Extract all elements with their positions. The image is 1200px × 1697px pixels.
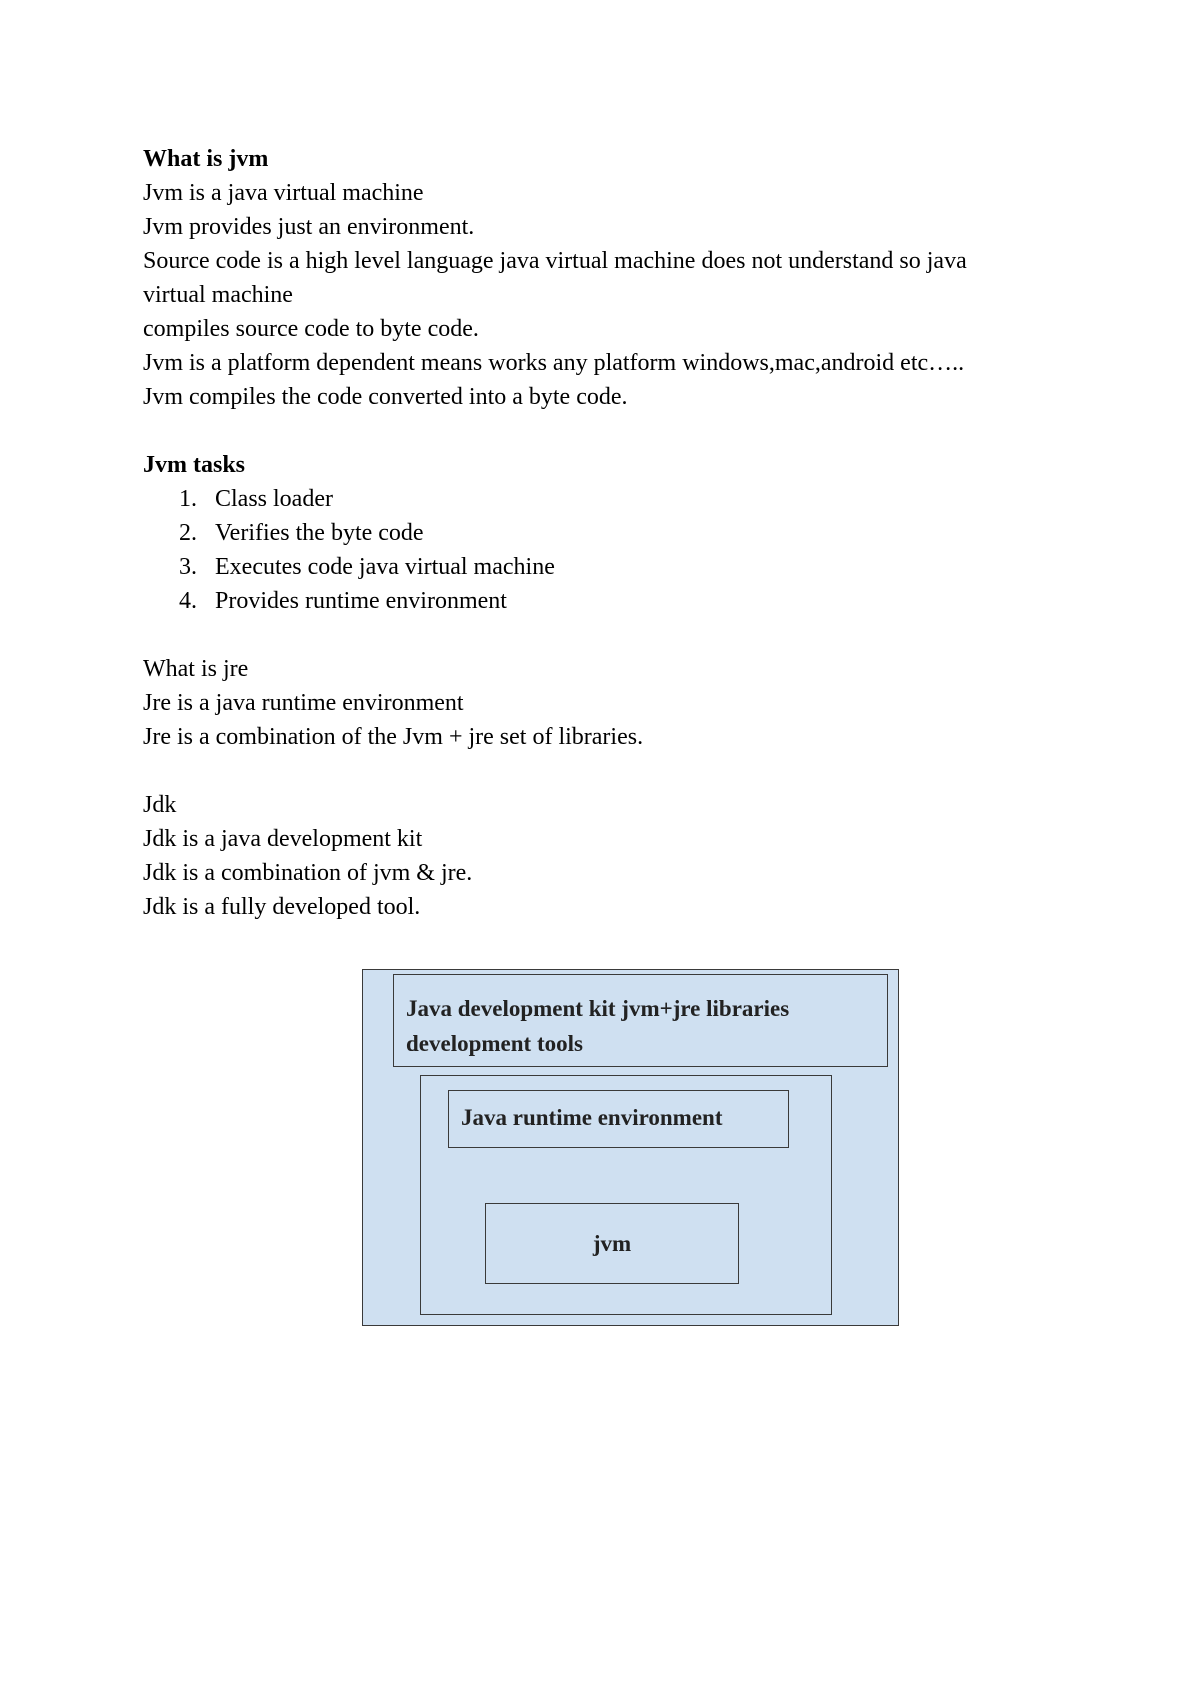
list-item (143, 482, 1063, 516)
jre-line: Jre is a java runtime environment (143, 690, 464, 716)
jre-heading: What is jre (143, 656, 249, 682)
spacer (143, 754, 1063, 788)
jvm-label: jvm (592, 1230, 632, 1256)
list-item (143, 550, 1063, 584)
jre-label-box (448, 1090, 789, 1148)
list-item-number: 1. (179, 486, 197, 512)
jdk-label-line: Java development kit jvm+jre libraries (406, 996, 790, 1021)
jdk-heading: Jdk (143, 792, 177, 818)
jvm-heading: What is jvm (143, 146, 269, 172)
jvm-tasks-list (143, 482, 1063, 618)
jdk-label-line: development tools (406, 1031, 583, 1056)
spacer (143, 414, 1063, 448)
jvm-box (485, 1203, 739, 1284)
jre-label: Java runtime environment (461, 1105, 723, 1130)
list-item (143, 516, 1063, 550)
jvm-line: Jvm is a java virtual machine (143, 180, 424, 206)
jdk-jre-jvm-diagram (362, 969, 899, 1326)
jvm-line: Jvm compiles the code converted into a byte code. (143, 384, 628, 410)
jdk-line: Jdk is a fully developed tool. (143, 894, 421, 920)
jvm-line: Jvm provides just an environment. (143, 214, 475, 240)
jvm-tasks-heading: Jvm tasks (143, 452, 246, 478)
jvm-line: Jvm is a platform dependent means works any platform windows,mac,android etc….. (143, 350, 965, 376)
jvm-line: compiles source code to byte code. (143, 316, 479, 342)
document-text (143, 142, 1063, 924)
list-item-text: Provides runtime environment (215, 588, 507, 614)
jvm-line: Source code is a high level language java virtual machine does not understand so java (143, 248, 967, 274)
list-item-text: Class loader (215, 486, 333, 512)
jdk-line: Jdk is a combination of jvm & jre. (143, 860, 473, 886)
list-item (143, 584, 1063, 618)
list-item-number: 4. (179, 588, 197, 614)
list-item-text: Executes code java virtual machine (215, 554, 555, 580)
list-item-number: 2. (179, 520, 197, 546)
jdk-line: Jdk is a java development kit (143, 826, 423, 852)
spacer (143, 618, 1063, 652)
list-item-number: 3. (179, 554, 197, 580)
jre-line: Jre is a combination of the Jvm + jre set of libraries. (143, 724, 644, 750)
jvm-line: virtual machine (143, 282, 293, 308)
jdk-label-box (393, 974, 888, 1067)
list-item-text: Verifies the byte code (215, 520, 424, 546)
